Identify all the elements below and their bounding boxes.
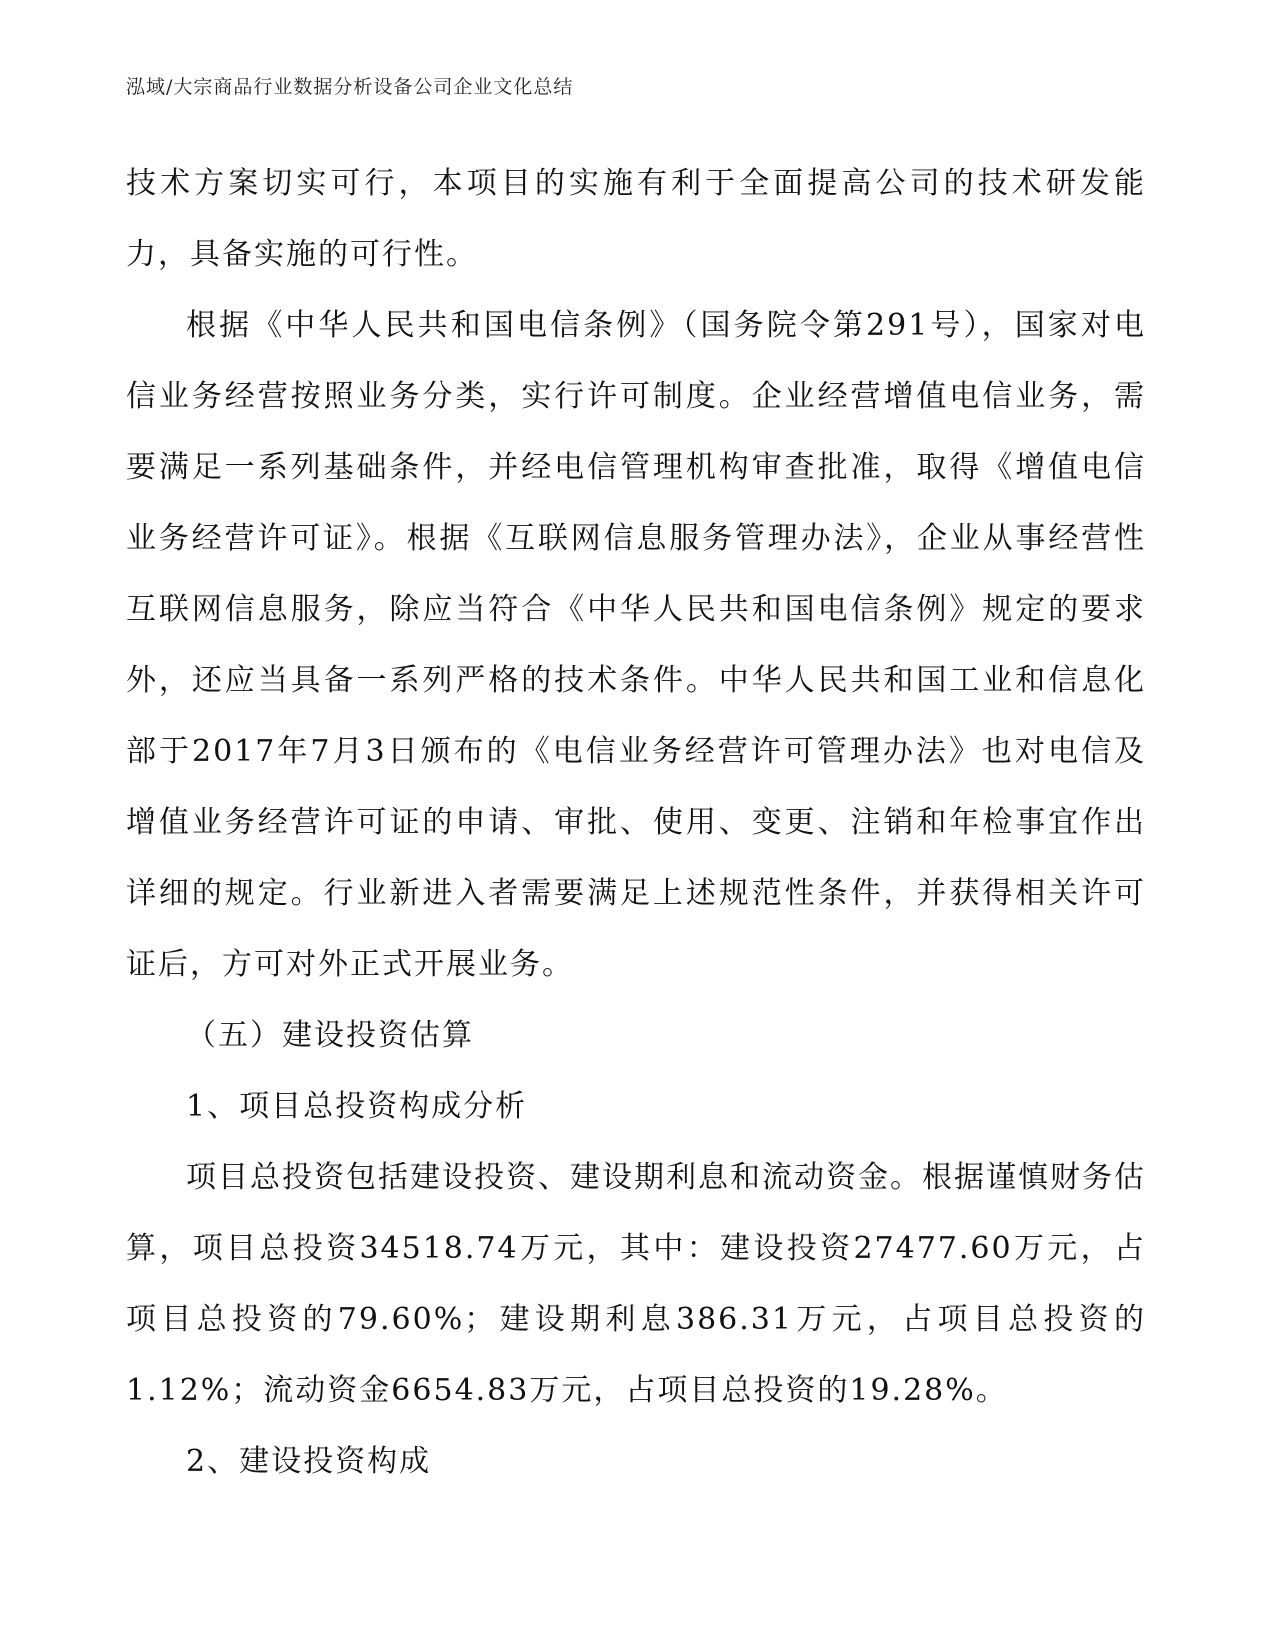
subsection-heading-construction-investment: 2、建设投资构成 <box>186 1444 432 1479</box>
paragraph-feasibility: 技术方案切实可行，本项目的实施有利于全面提高公司的技术研发能力，具备实施的可行性。 <box>126 166 1146 272</box>
page-header: 泓域/大宗商品行业数据分析设备公司企业文化总结 <box>126 76 574 98</box>
subsection-heading-total-investment: 1、项目总投资构成分析 <box>186 1089 528 1124</box>
document-body <box>126 148 1146 1497</box>
paragraph-total-investment: 项目总投资包括建设投资、建设期利息和流动资金。根据谨慎财务估算，项目总投资34518.74万元，其中：建设投资27477.60万元，占项目总投资的79.60%；建设期利息386.31万元，占项目总投资的1.12%；流动资金6654.83万元，占项目总投资的19.28%。 <box>126 1160 1146 1408</box>
section-heading-investment-estimate: （五）建设投资估算 <box>186 1018 474 1053</box>
paragraph-telecom-regulation: 根据《中华人民共和国电信条例》（国务院令第291号），国家对电信业务经营按照业务分类，实行许可制度。企业经营增值电信业务，需要满足一系列基础条件，并经电信管理机构审查批准，取得《增值电信业务经营许可证》。根据《互联网信息服务管理办法》，企业从事经营性互联网信息服务，除应当符合《中华人民共和国电信条例》规定的要求外，还应当具备一系列严格的技术条件。中华人民共和国工业和信息化部于2017年7月3日颁布的《电信业务经营许可管理办法》也对电信及增值业务经营许可证的申请、审批、使用、变更、注销和年检事宜作出详细的规定。行业新进入者需要满足上述规范性条件，并获得相关许可证后，方可对外正式开展业务。 <box>126 308 1146 982</box>
